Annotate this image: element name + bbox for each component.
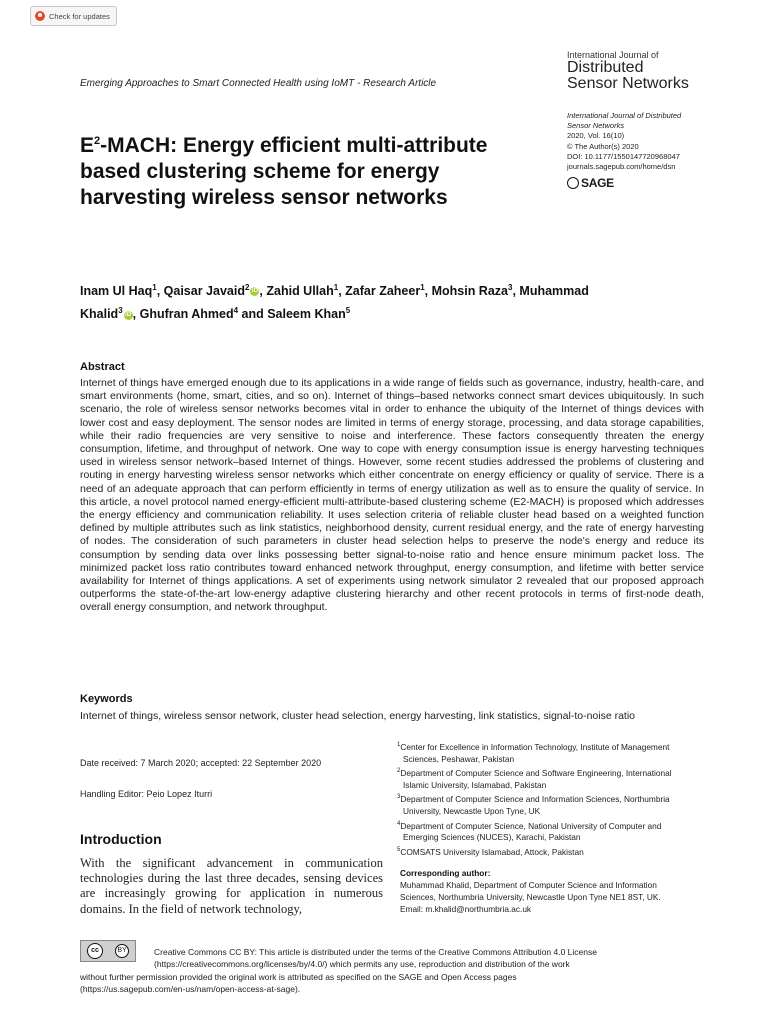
- author-affiliation-number: 2: [244, 283, 250, 292]
- journal-name: [567, 60, 689, 92]
- journal-meta-line: International Journal of Distributed: [567, 111, 682, 120]
- author-affiliation-number: 3: [118, 306, 123, 316]
- affiliation-item: [397, 791, 697, 817]
- journal-name-line1: Distributed: [567, 59, 644, 76]
- crossmark-icon: [35, 11, 45, 21]
- introduction-heading: Introduction: [80, 831, 162, 847]
- journal-meta: [567, 111, 681, 172]
- corresponding-author: [400, 867, 700, 915]
- author-separator: ,: [259, 284, 267, 299]
- author-separator: ,: [512, 284, 520, 299]
- affiliations: [397, 739, 697, 858]
- author-separator: ,: [156, 284, 164, 299]
- author-affiliation-number: 1: [152, 283, 157, 292]
- affiliation-number: 2: [397, 768, 401, 775]
- author-name[interactable]: Zahid Ullah: [266, 284, 334, 299]
- abstract-heading: Abstract: [80, 361, 125, 373]
- author-separator: ,: [132, 307, 140, 322]
- license-link[interactable]: (https://creativecommons.org/licenses/by/4.0/) which permits any use, reproduction and distribution of the work: [154, 959, 570, 970]
- author-name[interactable]: Mohsin Raza: [431, 284, 508, 299]
- sage-s-icon: [567, 177, 579, 189]
- doi[interactable]: DOI: 10.1177/1550147720968047: [567, 151, 680, 161]
- license-text: [80, 946, 710, 995]
- affiliation-text: Center for Excellence in Information Technology, Institute of Management Sciences, Peshawar, Pakistan: [400, 741, 670, 764]
- corresponding-author-heading: Corresponding author:: [400, 868, 491, 878]
- affiliation-number: 4: [397, 820, 401, 827]
- sage-logo: [567, 176, 614, 190]
- article-title: $E^2$-MACH: Energy efficient multi-attribute based clustering scheme for energy harvesting wireless sensor networks: [80, 134, 488, 209]
- author-affiliation-number: 1: [420, 283, 425, 292]
- journal-name-line2: Sensor Networks: [567, 75, 689, 92]
- author-name[interactable]: Muhammad Khalid: [80, 284, 589, 322]
- by-icon: BY: [115, 944, 129, 958]
- introduction-text: With the significant advancement in communication technologies during the last three decades, sensing devices are increasingly growing for application in numerous domains. In the field of network technology,: [80, 856, 383, 916]
- affiliation-number: 3: [397, 794, 401, 801]
- affiliation-item: [397, 844, 697, 858]
- affiliation-text: Department of Computer Science and Information Sciences, Northumbria University, Newcastle Upon Tyne, UK: [400, 794, 670, 817]
- author-name[interactable]: Saleem Khan: [267, 307, 346, 322]
- sage-logo-text: SAGE: [581, 176, 614, 190]
- author-affiliation-number: 1: [333, 283, 339, 292]
- corresponding-author-email[interactable]: Email: m.khalid@northumbria.ac.uk: [400, 904, 532, 914]
- author-affiliation-number: 3: [508, 283, 513, 292]
- affiliation-number: 1: [397, 742, 401, 748]
- journal-meta-line: Sensor Networks: [567, 121, 625, 131]
- journal-meta-line: © The Author(s) 2020: [567, 141, 639, 151]
- orcid-icon[interactable]: iD: [251, 288, 258, 295]
- check-for-updates-label: Check for updates: [49, 11, 110, 21]
- author-separator: and: [238, 307, 268, 322]
- handling-editor: Handling Editor: Peio Lopez Iturri: [80, 789, 213, 799]
- author-affiliation-number: 5: [345, 306, 351, 316]
- affiliation-text: Department of Computer Science, National University of Computer and Emerging Sciences (NUCES), Karachi, Pakistan: [400, 820, 662, 843]
- corresponding-author-line: Sciences, Northumbria University, Newcastle Upon Tyne NE1 8ST, UK.: [400, 892, 661, 902]
- check-for-updates-badge[interactable]: [30, 6, 117, 26]
- author-name[interactable]: Zafar Zaheer: [345, 284, 421, 299]
- keywords-text: Internet of things, wireless sensor network, cluster head selection, energy harvesting, link statistics, signal-to-noise ratio: [80, 710, 636, 722]
- license-line: Creative Commons CC BY: This article is distributed under the terms of the Creative Commons Attribution 4.0 License: [154, 947, 597, 957]
- dates-received: Date received: 7 March 2020; accepted: 22 September 2020: [80, 758, 322, 768]
- affiliation-item: [397, 818, 697, 844]
- author-name[interactable]: Ghufran Ahmed: [139, 307, 234, 322]
- affiliation-text: Department of Computer Science and Software Engineering, International Islamic University, Islamabad, Pakistan: [400, 767, 672, 791]
- author-name[interactable]: Qaisar Javaid: [163, 284, 245, 299]
- affiliation-number: 5: [397, 846, 401, 853]
- author-separator: ,: [424, 284, 432, 299]
- journal-small-title: International Journal of: [567, 50, 659, 60]
- affiliation-item: [397, 739, 697, 765]
- author-name[interactable]: Inam Ul Haq: [80, 284, 153, 299]
- journal-meta-line: 2020, Vol. 16(10): [567, 131, 625, 141]
- cc-icon: cc: [87, 943, 103, 959]
- running-head: Emerging Approaches to Smart Connected Health using IoMT - Research Article: [80, 78, 437, 89]
- keywords-heading: Keywords: [80, 693, 133, 705]
- abstract-text: Internet of things have emerged enough due to its applications in a wide range of fields such as governance, industry, health-care, and smart environments (home, smart, cities, and so on). Internet of things–based networks connect smart devices ubiquitously. In such scenario, the role of wireless sensor networks becomes vital in order to enhance the ubiquity of the Internet of things devices with lower cost and easy deployment. The sensor nodes are limited in terms of energy storage, processing, and data storage capabilities, while their radio frequencies are very sensitive to noise and interference. These factors consequently threaten the energy consumption, lifetime, and throughput of network. One way to cope with energy consumption issue is energy harvesting techniques used in wireless sensor network–based Internet of things. However, some recent studies addressed the problems of clustering and routing in energy harvesting wireless sensor networks which either concentrate on energy efficiency or quality of service. There is a need of an adequate approach that can perform efficiently in terms of energy utilization as well as to ensure the quality of service. In this article, a novel protocol named energy-efficient multi-attribute-based clustering scheme (E2-MACH) is proposed which addresses the energy efficiency and communication reliability. It uses selection criteria of reliable cluster head based on a weighted function defined by multiple attributes such as link statistics, neighborhood density, current residual energy, and the rate of energy harvesting of nodes. The consideration of such parameters in cluster head selection helps to preserve the node's energy and reduce its consumption by sending data over links possessing better signal-to-noise ratio and hence ensure minimum packet loss. The minimized packet loss ratio contributes toward enhanced network throughput, energy consumption, and lifetime with better service availability for Internet of things applications. A set of experiments using network simulator 2 revealed that our proposed approach outperforms the state-of-the-art low-energy adaptive clustering hierarchy and other recent protocols in terms of first-node death, overall energy consumption, and network throughput.: [80, 377, 704, 614]
- author-affiliation-number: 4: [233, 306, 239, 316]
- license-link[interactable]: (https://us.sagepub.com/en-us/nam/open-access-at-sage).: [80, 983, 301, 994]
- license-line: without further permission provided the original work is attributed as specified on the SAGE and Open Access pages: [80, 971, 517, 982]
- journal-url[interactable]: journals.sagepub.com/home/dsn: [567, 162, 676, 172]
- orcid-icon[interactable]: iD: [125, 311, 132, 318]
- author-list: [80, 278, 610, 324]
- affiliation-text: COMSATS University Islamabad, Attock, Pakistan: [400, 846, 584, 857]
- corresponding-author-line: Muhammad Khalid, Department of Computer Science and Information: [400, 880, 657, 890]
- author-separator: ,: [338, 284, 346, 299]
- affiliation-item: [397, 765, 697, 791]
